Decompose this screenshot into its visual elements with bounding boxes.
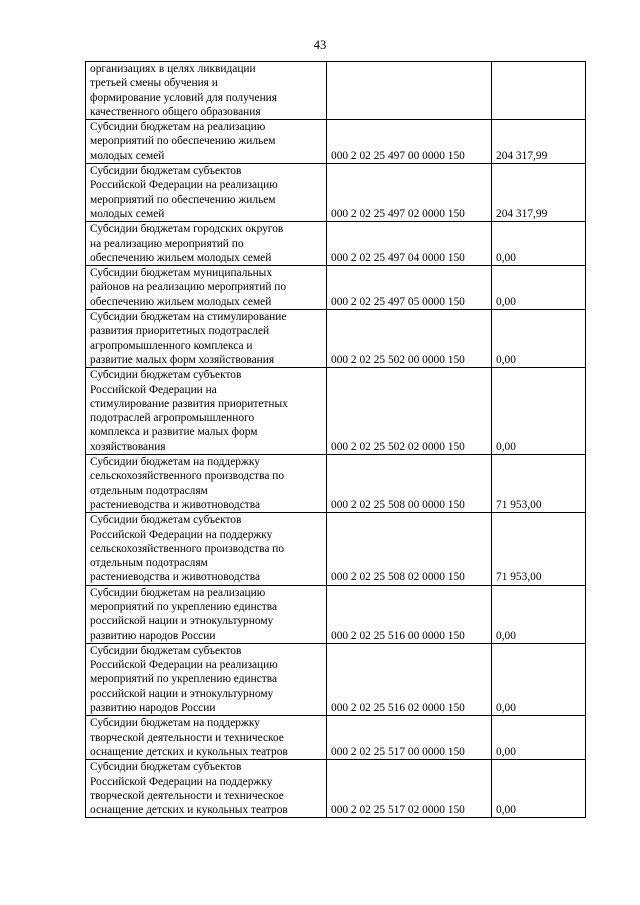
budget-code: 000 2 02 25 516 02 0000 150	[327, 643, 492, 715]
description-line: мероприятий по обеспечению жильем	[90, 193, 276, 206]
table-row	[86, 164, 586, 222]
table-row	[86, 716, 586, 760]
amount: 0,00	[492, 760, 586, 818]
description-line: Российской Федерации на поддержку	[90, 528, 273, 541]
row-description	[86, 120, 327, 164]
description-line: обеспечению жильем молодых семей	[90, 251, 272, 264]
budget-code: 000 2 02 25 502 00 0000 150	[327, 310, 492, 368]
table-row	[86, 310, 586, 368]
description-line: оснащение детских и кукольных театров	[90, 745, 288, 758]
amount	[492, 62, 586, 120]
description-line: мероприятий по укреплению единства	[90, 600, 278, 613]
description-line: Субсидии бюджетам субъектов	[90, 165, 242, 178]
table-row	[86, 120, 586, 164]
row-description	[86, 164, 327, 222]
description-line: отдельным подотраслям	[90, 484, 208, 497]
description-line: развитию народов России	[90, 702, 216, 715]
amount: 204 317,99	[492, 164, 586, 222]
page-number: 43	[313, 38, 327, 52]
description-line: Субсидии бюджетам субъектов	[90, 514, 242, 527]
budget-code: 000 2 02 25 497 05 0000 150	[327, 266, 492, 310]
amount: 0,00	[492, 716, 586, 760]
description-line: Российской Федерации на реализацию	[90, 179, 278, 192]
description-line: формирование условий для получения	[90, 91, 278, 104]
description-line: обеспечению жильем молодых семей	[90, 295, 272, 308]
description-line: на реализацию мероприятий по	[90, 237, 244, 250]
table-row	[86, 266, 586, 310]
description-line: сельскохозяйственного производства по	[90, 470, 285, 483]
description-line: мероприятий по укреплению единства	[90, 673, 278, 686]
amount: 0,00	[492, 266, 586, 310]
budget-code: 000 2 02 25 516 00 0000 150	[327, 585, 492, 643]
amount: 71 953,00	[492, 513, 586, 585]
amount: 0,00	[492, 368, 586, 455]
description-line: российской нации и этнокультурному	[90, 687, 274, 700]
table-row	[86, 222, 586, 266]
description-line: Субсидии бюджетам городских округов	[90, 223, 284, 236]
description-line: растениеводства и животноводства	[90, 498, 261, 511]
description-line: сельскохозяйственного производства по	[90, 542, 285, 555]
description-line: развитие малых форм хозяйствования	[90, 353, 275, 366]
budget-code: 000 2 02 25 497 00 0000 150	[327, 120, 492, 164]
description-line: районов на реализацию мероприятий по	[90, 281, 287, 294]
table-row	[86, 760, 586, 818]
budget-code: 000 2 02 25 508 00 0000 150	[327, 455, 492, 513]
amount: 0,00	[492, 585, 586, 643]
description-line: стимулирование развития приоритетных	[90, 397, 288, 410]
budget-table	[85, 61, 586, 818]
description-line: Субсидии бюджетам субъектов	[90, 369, 242, 382]
description-line: Субсидии бюджетам на поддержку	[90, 456, 260, 469]
description-line: третьей смены обучения и	[90, 77, 218, 90]
description-line: развития приоритетных подотраслей	[90, 325, 270, 338]
description-line: организациях в целях ликвидации	[90, 63, 256, 75]
description-line: растениеводства и животноводства	[90, 571, 261, 584]
description-line: качественного общего образования	[90, 105, 261, 118]
amount: 0,00	[492, 222, 586, 266]
description-line: развитию народов России	[90, 629, 216, 642]
description-line: оснащение детских и кукольных театров	[90, 804, 288, 817]
row-description	[86, 585, 327, 643]
description-line: Российской Федерации на	[90, 383, 217, 396]
budget-code: 000 2 02 25 517 02 0000 150	[327, 760, 492, 818]
budget-code	[327, 62, 492, 120]
budget-code: 000 2 02 25 508 02 0000 150	[327, 513, 492, 585]
description-line: агропромышленного комплекса и	[90, 339, 253, 352]
amount: 0,00	[492, 310, 586, 368]
description-line: российской нации и этнокультурному	[90, 615, 274, 628]
row-description	[86, 222, 327, 266]
description-line: творческой деятельности и техническое	[90, 789, 284, 802]
row-description	[86, 266, 327, 310]
description-line: Субсидии бюджетам муниципальных	[90, 267, 273, 280]
row-description	[86, 716, 327, 760]
budget-code: 000 2 02 25 497 04 0000 150	[327, 222, 492, 266]
row-description	[86, 62, 327, 120]
row-description	[86, 310, 327, 368]
budget-code: 000 2 02 25 502 02 0000 150	[327, 368, 492, 455]
amount: 204 317,99	[492, 120, 586, 164]
row-description	[86, 368, 327, 455]
description-line: Субсидии бюджетам на стимулирование	[90, 311, 287, 324]
description-line: Субсидии бюджетам субъектов	[90, 644, 242, 657]
budget-code: 000 2 02 25 497 02 0000 150	[327, 164, 492, 222]
description-line: хозяйствования	[90, 440, 166, 453]
amount: 71 953,00	[492, 455, 586, 513]
description-line: комплекса и развитие малых форм	[90, 426, 258, 439]
description-line: Субсидии бюджетам на поддержку	[90, 717, 260, 730]
row-description	[86, 455, 327, 513]
table-row	[86, 585, 586, 643]
description-line: мероприятий по обеспечению жильем	[90, 135, 276, 148]
row-description	[86, 643, 327, 715]
description-line: Субсидии бюджетам на реализацию	[90, 121, 266, 134]
description-line: отдельным подотраслям	[90, 557, 208, 570]
table-row	[86, 368, 586, 455]
description-line: подотраслей агропромышленного	[90, 412, 255, 425]
table-row	[86, 643, 586, 715]
row-description	[86, 760, 327, 818]
description-line: молодых семей	[90, 149, 165, 162]
description-line: Российской Федерации на реализацию	[90, 659, 278, 672]
description-line: Субсидии бюджетам на реализацию	[90, 586, 266, 599]
row-description	[86, 513, 327, 585]
amount: 0,00	[492, 643, 586, 715]
table-row	[86, 62, 586, 120]
description-line: Российской Федерации на поддержку	[90, 775, 273, 788]
table-row	[86, 513, 586, 585]
description-line: Субсидии бюджетам субъектов	[90, 761, 242, 774]
budget-code: 000 2 02 25 517 00 0000 150	[327, 716, 492, 760]
table-row	[86, 455, 586, 513]
description-line: творческой деятельности и техническое	[90, 731, 284, 744]
description-line: молодых семей	[90, 207, 165, 220]
budget-table-body	[86, 62, 586, 818]
